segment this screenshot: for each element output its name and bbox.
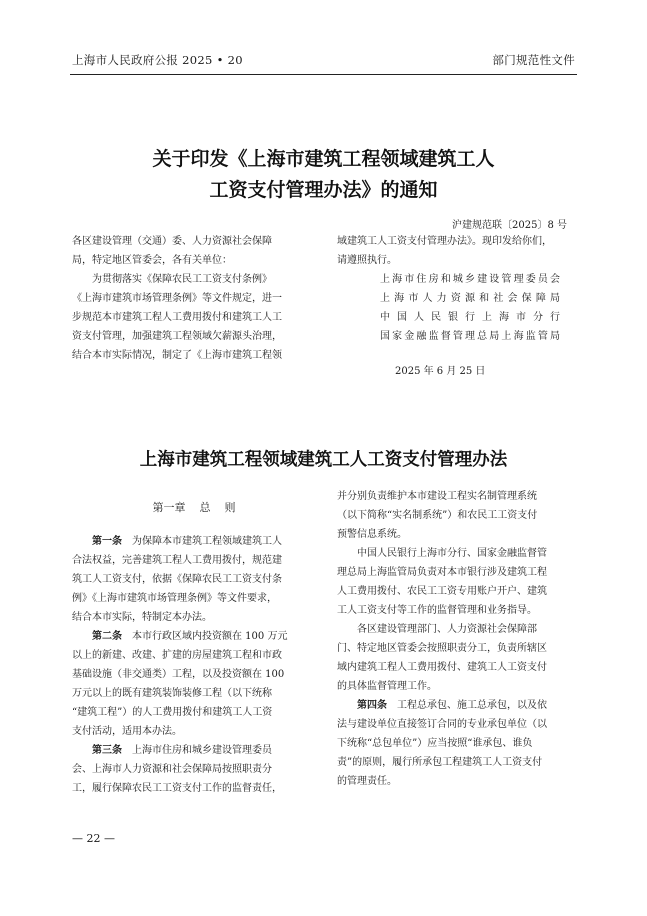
body-line: 工人工资支付等工作的监督管理和业务指导。: [337, 605, 537, 616]
body-line: 域建筑工人工资支付管理办法》。现印发给你们，: [337, 236, 552, 247]
body-line: 为贯彻落实《保障农民工工资支付条例》: [92, 274, 272, 285]
signatories: [380, 270, 560, 346]
chapter-heading: 第一章 总 则: [152, 501, 236, 514]
article-2-line: 万元以上的既有建筑装饰装修工程（以下统称: [72, 688, 272, 699]
bulletin-header: 上海市人民政府公报 2025 • 20: [72, 53, 243, 67]
notice-title-line-2: 工资支付管理办法》的通知: [209, 179, 438, 201]
signatory: 上海市人力资源和社会保障局: [380, 293, 560, 304]
body-line: 门、特定地区管委会按照职责分工，负责所辖区: [337, 643, 547, 654]
page-number: — 22 —: [72, 832, 115, 845]
article-2-line: 基础设施（非交通类）工程，以及投资额在 100: [72, 669, 285, 680]
body-line: 并分别负责维护本市建设工程实名制管理系统: [337, 491, 537, 502]
article-2-line: “建筑工程”）的人工费用拨付和建筑工人工资: [72, 707, 273, 718]
article-1-line: 合法权益，完善建筑工程人工费用拨付，规范建: [72, 555, 282, 566]
body-line: 的具体监督管理工作。: [337, 681, 437, 692]
section-header: 部门规范性文件: [492, 53, 575, 67]
article-1-line: 第一条 为保障本市建筑工程领域建筑工人: [92, 536, 282, 547]
notice-right-column: [337, 232, 577, 270]
article-3-line: 工，履行保障农民工工资支付工作的监督责任，: [72, 783, 282, 794]
body-line: 人工费用拨付、农民工工资专用账户开户、建筑: [337, 586, 547, 597]
body-line: 步规范本市建筑工程人工费用拨付和建筑工人工: [72, 312, 282, 323]
method-title: 上海市建筑工程领域建筑工人工资支付管理办法: [139, 450, 508, 470]
article-3-line: 第三条 上海市住房和城乡建设管理委员: [92, 745, 272, 756]
document-number: 沪建规范联〔2025〕8 号: [452, 220, 567, 231]
article-4-line: 责”的原则，履行所承包工程建筑工人工资支付: [337, 757, 543, 768]
addressee-line: 局，特定地区管委会，各有关单位：: [72, 255, 232, 266]
body-line: 中国人民银行上海市分行、国家金融监督管: [357, 548, 547, 559]
article-3-line: 会、上海市人力资源和社会保障局按照职责分: [72, 764, 272, 775]
article-2-line: 以上的新建、改建、扩建的房屋建筑工程和市政: [72, 650, 282, 661]
article-4-line: 法与建设单位直接签订合同的专业承包单位（以: [337, 719, 547, 730]
article-1-line: 结合本市实际，特制定本办法。: [72, 612, 212, 623]
issue-date: 2025 年 6 月 25 日: [395, 366, 486, 377]
signatory: 上海市住房和城乡建设管理委员会: [380, 274, 560, 285]
article-1-line: 筑工人工资支付，依据《保障农民工工资支付条: [72, 574, 282, 585]
body-line: 域内建筑工程人工费用拨付、建筑工人工资支付: [337, 662, 547, 673]
signatory: 国家金融监督管理总局上海监管局: [380, 331, 560, 342]
method-right-column: [337, 487, 577, 791]
body-line: 《上海市建筑市场管理条例》等文件规定，进一: [72, 293, 282, 304]
header-rule: [70, 74, 577, 75]
addressee-line: 各区建设管理（交通）委、人力资源社会保障: [72, 236, 272, 247]
article-4-line: 下统称“总包单位”）应当按照“谁承包、谁负: [337, 738, 533, 749]
article-2-line: 第二条 本市行政区域内投资额在 100 万元: [92, 631, 288, 642]
body-line: 理总局上海监管局负责对本市银行涉及建筑工程: [337, 567, 547, 578]
body-line: 请遵照执行。: [337, 255, 397, 266]
notice-left-column: [72, 232, 316, 365]
body-line: 资支付管理，加强建筑工程领域欠薪源头治理，: [72, 331, 282, 342]
body-line: （以下简称“实名制系统”）和农民工工资支付: [337, 510, 538, 521]
article-1-line: 例》《上海市建筑市场管理条例》等文件要求，: [72, 593, 277, 604]
article-2-line: 支付活动，适用本办法。: [72, 726, 182, 737]
article-4-line: 第四条 工程总承包、施工总承包，以及依: [357, 700, 547, 711]
signatory: 中国人民银行上海市分行: [380, 312, 560, 323]
method-left-column: [72, 532, 316, 798]
article-4-line: 的管理责任。: [337, 776, 397, 787]
body-line: 预警信息系统。: [337, 529, 407, 540]
notice-title-line-1: 关于印发《上海市建筑工程领域建筑工人: [152, 148, 495, 170]
body-line: 各区建设管理部门、人力资源社会保障部: [357, 624, 537, 635]
body-line: 结合本市实际情况，制定了《上海市建筑工程领: [72, 350, 282, 361]
